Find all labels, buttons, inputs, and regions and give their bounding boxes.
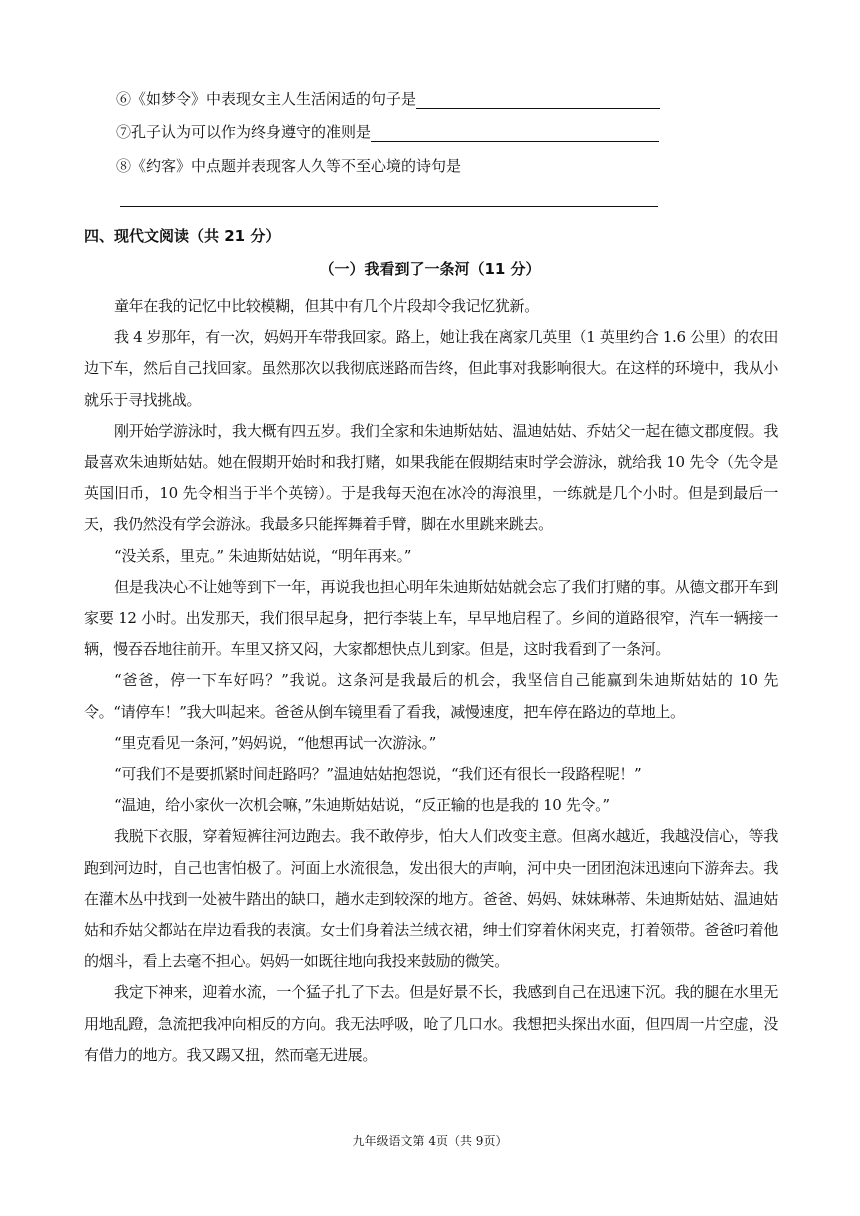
- paragraph: 刚开始学游泳时，我大概有四五岁。我们全家和朱迪斯姑姑、温迪姑姑、乔姑父一起在德文郡度假。我最喜欢朱迪斯姑姑。她在假期开始时和我打赌，如果我能在假期结束时学会游泳，就给我 10 先令（先令是英国旧币，10 先令相当于半个英镑）。于是我每天泡在冰冷的海浪里，一练就是几个小时。但是到最后一天，我仍然没有学会游泳。我最多只能挥舞着手臂，脚在水里跳来跳去。: [84, 421, 778, 534]
- paragraph: 我定下神来，迎着水流，一个猛子扎了下去。但是好景不长，我感到自己在迅速下沉。我的腿在水里无用地乱蹬，急流把我冲向相反的方向。我无法呼吸，呛了几口水。我想把头探出水面，但四周一片空虚，没有借力的地方。我又踢又扭，然而毫无进展。: [84, 983, 778, 1064]
- paragraph: 我 4 岁那年，有一次，妈妈开车带我回家。路上，她让我在离家几英里（1 英里约合 1.6 公里）的农田边下车，然后自己找回家。虽然那次以我彻底迷路而告终，但此事对我影响很大。在这样的环境中，我从小就乐于寻找挑战。: [84, 328, 778, 409]
- answer-blank[interactable]: [416, 92, 660, 109]
- reading-passage: [84, 291, 778, 1071]
- passage-title: （一）我看到了一条河（11 分）: [319, 260, 541, 278]
- answer-blank[interactable]: [371, 125, 659, 142]
- section-title: 四、现代文阅读（共 21 分）: [84, 227, 281, 245]
- paragraph: “温迪，给小家伙一次机会嘛，”朱迪斯姑姑说，“反正输的也是我的 10 先令。”: [114, 796, 610, 815]
- paragraph: 但是我决心不让她等到下一年，再说我也担心明年朱迪斯姑姑就会忘了我们打赌的事。从德文郡开车到家要 12 小时。出发那天，我们很早起身，把行李装上车，早早地启程了。乡间的道路很窄，汽车一辆接一辆，慢吞吞地往前开。车里又挤又闷，大家都想快点儿到家。但是，这时我看到了一条河。: [84, 577, 778, 659]
- fill-in-prompt: ⑧《约客》中点题并表现客人久等不至心境的诗句是: [116, 157, 462, 175]
- answer-blank-full-line[interactable]: [120, 206, 658, 207]
- paragraph: 童年在我的记忆中比较模糊，但其中有几个片段却令我记忆犹新。: [114, 297, 539, 315]
- fill-in-prompt: ⑦孔子认为可以作为终身遵守的准则是: [116, 123, 372, 141]
- page-footer: 九年级语文第 4页（共 9页）: [352, 1134, 508, 1148]
- paragraph: “爸爸，停一下车好吗？”我说。这条河是我最后的机会，我坚信自己能赢到朱迪斯姑姑的 10 先令。“请停车！”我大叫起来。爸爸从倒车镜里看了看我，减慢速度，把车停在路边的草地上。: [84, 671, 778, 721]
- paragraph: “可我们不是要抓紧时间赶路吗？”温迪姑姑抱怨说，“我们还有很长一段路程呢！”: [114, 765, 642, 784]
- paragraph: “没关系，里克。” 朱迪斯姑姑说，“明年再来。”: [114, 546, 412, 565]
- paragraph: 我脱下衣服，穿着短裤往河边跑去。我不敢停步，怕大人们改变主意。但离水越近，我越没信心，等我跑到河边时，自己也害怕极了。河面上水流很急，发出很大的声响，河中央一团团泡沫迅速向下游奔去。我在灌木丛中找到一处被牛踏出的缺口，趟水走到较深的地方。爸爸、妈妈、妹妹琳蒂、朱迪斯姑姑、温迪姑姑和乔姑父都站在岸边看我的表演。女士们身着法兰绒衣裙，绅士们穿着休闲夹克，打着领带。爸爸叼着他的烟斗，看上去毫不担心。妈妈一如既往地向我投来鼓励的微笑。: [84, 827, 778, 971]
- paragraph: “里克看见一条河，”妈妈说，“他想再试一次游泳。”: [114, 733, 436, 752]
- fill-in-prompt: ⑥《如梦令》中表现女主人生活闲适的句子是: [116, 90, 417, 108]
- fill-in-item-7: [116, 122, 659, 142]
- fill-in-item-6: [116, 89, 660, 109]
- fill-in-item-8: [116, 156, 461, 176]
